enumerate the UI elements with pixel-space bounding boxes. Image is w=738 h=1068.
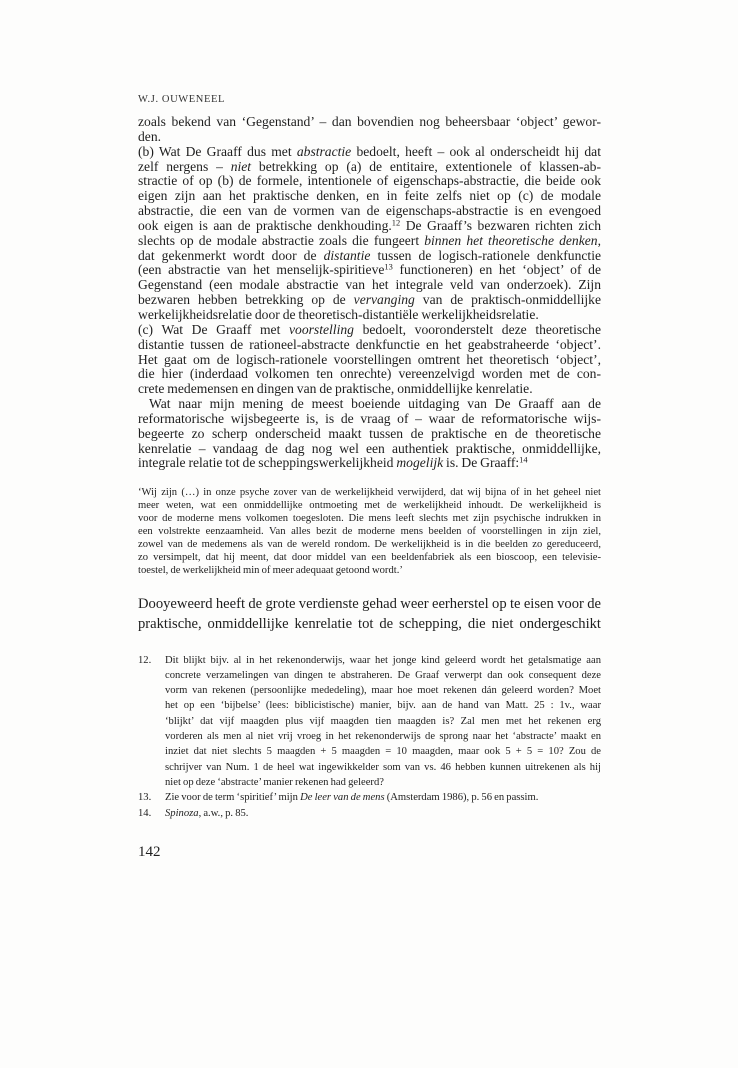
text-line bbox=[165, 760, 601, 775]
text-run: is. De Graaff: bbox=[443, 455, 520, 471]
footnote bbox=[138, 653, 601, 791]
text-run: zelf nergens – bbox=[138, 158, 231, 174]
text-line bbox=[138, 353, 601, 368]
text-line bbox=[138, 382, 601, 397]
text-run: reformatorische wijsbegeerte is, is de vraag of – waar de reformatorische wijs- bbox=[138, 410, 601, 426]
footnote bbox=[138, 790, 601, 805]
text-run: begeerte zo scherp onderscheid maakt tussen de praktische en de theoretische bbox=[138, 425, 601, 441]
text-line bbox=[165, 744, 601, 759]
text-run: voor de moderne mens volkomen toegesloten. Die mens leeft slechts met zijn psychische indrukken in bbox=[138, 513, 601, 525]
text-run: eigen zijn aan het praktische denken, en in feite zelfs niet op (c) de modale bbox=[138, 188, 601, 204]
text-run: functioneren) en het ‘object’ of de bbox=[392, 262, 601, 278]
text-run: , a.w., p. 85. bbox=[198, 807, 249, 819]
footnote bbox=[138, 806, 601, 821]
text-run: inziet dat niet slechts 5 maagden + 5 maagden = 10 maagden, maar ook 5 + 5 = 10? Zou de bbox=[165, 746, 601, 758]
page-number: 142 bbox=[138, 843, 161, 860]
text-run: werkelijkheidsrelatie door de theoretisch-distantiële werkelijkheidsrelatie. bbox=[138, 306, 539, 322]
text-line bbox=[138, 115, 601, 130]
text-run: Wat naar mijn mening de meest boeiende uitdaging van De Graaff aan de bbox=[149, 396, 601, 412]
text-run: Dooyeweerd heeft de grote verdienste gehad weer eerherstel op te eisen voor de bbox=[138, 595, 601, 612]
text-run: die hier (inderdaad volkomen ten onrechte) vereenzelvigd worden met de con- bbox=[138, 366, 601, 382]
italic-text: binnen het theoretische denken bbox=[424, 232, 598, 248]
text-line bbox=[138, 204, 601, 219]
text-run: zo versimpelt, dat hij meent, dat door middel van een beeldenfabriek als een bioscoop, een televisie- bbox=[138, 551, 601, 563]
italic-text: voorstelling bbox=[289, 321, 354, 337]
text-run: praktische, onmiddellijke kenrelatie tot de schepping, die niet ondergeschikt bbox=[138, 616, 601, 633]
italic-text: De leer van de mens bbox=[300, 792, 385, 804]
text-run: meer weten, wat een onmiddellijke ontmoeting met de werkelijkheid inhoudt. De werkelijkheid is bbox=[138, 500, 601, 512]
text-run: abstractie, die een van de vormen van de eigenschaps-abstractie is en evengoed bbox=[138, 203, 601, 219]
italic-text: distantie bbox=[323, 247, 371, 263]
text-line bbox=[138, 308, 601, 323]
text-line bbox=[138, 456, 601, 471]
text-line bbox=[138, 234, 601, 249]
text-line bbox=[138, 323, 601, 338]
text-run: toestel, de werkelijkheid min of meer adequaat getoond wordt.’ bbox=[138, 564, 403, 576]
text-line bbox=[138, 552, 601, 565]
footnote-number: 14. bbox=[138, 807, 152, 819]
text-line bbox=[165, 729, 601, 744]
text-run: vorm van rekenen (persoonlijke mededeling), maar hoe moet rekenen dán geleerd worden? Moet bbox=[165, 685, 601, 697]
text-line bbox=[138, 263, 601, 278]
text-run: (b) Wat De Graaff dus met bbox=[138, 143, 297, 159]
text-line bbox=[138, 614, 601, 635]
text-line bbox=[165, 775, 601, 790]
text-run: bezwaren hebben betrekking op de bbox=[138, 292, 354, 308]
text-line bbox=[138, 367, 601, 382]
text-run: distantie tussen de rationeel-abstracte denkfunctie en het geabstraheerde ‘object’. bbox=[138, 336, 601, 352]
text-line bbox=[165, 698, 601, 713]
text-run: het op een ‘bijbelse’ (lees: biblicistische) manier, bijv. aan de hand van Matt. 25 : 1v., waar bbox=[165, 700, 601, 712]
italic-text: Spinoza bbox=[165, 807, 199, 819]
footnotes bbox=[138, 653, 601, 821]
text-run: vorderen als men al niet vrij vroeg in het rekenonderwijs de sprong naar het ‘abstracte’ maakt en bbox=[165, 731, 601, 743]
text-run: dat gekenmerkt wordt door de bbox=[138, 247, 324, 263]
text-line bbox=[138, 412, 601, 427]
text-run: den. bbox=[138, 128, 162, 144]
text-run: De Graaff’s bezwaren richten zich bbox=[400, 217, 601, 233]
text-line bbox=[138, 189, 601, 204]
text-line bbox=[138, 539, 601, 552]
text-run: (een abstractie van het menselijk-spiritieve bbox=[138, 262, 385, 278]
text-line bbox=[165, 668, 601, 683]
running-head: W.J. OUWENEEL bbox=[138, 94, 226, 105]
footnote-number: 12. bbox=[138, 654, 152, 666]
text-line bbox=[138, 219, 601, 234]
text-line bbox=[138, 160, 601, 175]
text-run: van de praktisch-onmiddellijke bbox=[414, 292, 601, 308]
text-line bbox=[138, 513, 601, 526]
text-line bbox=[138, 427, 601, 442]
text-run: integrale relatie tot de scheppingswerkelijkheid bbox=[138, 455, 397, 471]
text-run: (c) Wat De Graaff met bbox=[138, 321, 290, 337]
body-text-continued bbox=[138, 594, 601, 635]
text-run: tussen de logisch-rationele denkfunctie bbox=[370, 247, 602, 263]
text-run: slechts op de modale abstractie zoals die fungeert bbox=[138, 232, 425, 248]
text-line bbox=[138, 526, 601, 539]
text-line bbox=[138, 338, 601, 353]
footnote-ref: 14 bbox=[519, 454, 528, 465]
text-run: stractie of op (b) de formele, intentionele of eigenschaps-abstractie, die beide ook bbox=[138, 173, 601, 189]
text-line bbox=[138, 278, 601, 293]
footnote-number: 13. bbox=[138, 792, 152, 804]
text-line bbox=[138, 293, 601, 308]
text-run: ‘Wij zijn (…) in onze psyche zover van de werkelijkheid verwijderd, dat wij bijna of in het geheel niet bbox=[138, 487, 601, 499]
text-line bbox=[165, 683, 601, 698]
text-run: schrijver van Num. 1 de heel wat ingewikkelder som van vs. 46 hebben kunnen uitrekenen als hij bbox=[165, 761, 601, 773]
italic-text: mogelijk bbox=[396, 455, 444, 471]
footnote-ref: 12 bbox=[391, 217, 401, 228]
text-run: een volstrekte eenzaamheid. Van alles bezit de moderne mens beelden of voorstellingen in zijn ziel, bbox=[138, 525, 601, 537]
text-line bbox=[138, 174, 601, 189]
footnote-ref: 13 bbox=[384, 261, 393, 272]
text-line bbox=[138, 397, 601, 412]
text-run: Gegenstand (een modale abstractie van het integrale veld van onderzoek). Zijn bbox=[138, 277, 601, 293]
text-run: Zie voor de term ‘spiritief’ mijn bbox=[165, 792, 301, 804]
text-run: bedoelt, vooronderstelt deze theoretische bbox=[353, 321, 601, 337]
text-run: bedoelt, heeft – ook al onderscheidt hij dat bbox=[351, 143, 601, 159]
text-line bbox=[165, 806, 601, 821]
text-run: ‘blijkt’ dat vijf maagden plus vijf maagden tien maagden is? Zal men met het rekenen erg bbox=[165, 715, 601, 727]
text-run: kenrelatie – vandaag de dag nog wel een authentiek praktische, onmiddellijke, bbox=[138, 440, 601, 456]
body-text bbox=[138, 115, 601, 471]
text-line bbox=[138, 500, 601, 513]
text-line bbox=[165, 653, 601, 668]
italic-text: vervanging bbox=[353, 292, 415, 308]
text-line bbox=[138, 594, 601, 615]
text-run: crete medemensen en dingen van de praktische, onmiddellijke kenrelatie. bbox=[138, 381, 533, 397]
text-line bbox=[138, 487, 601, 500]
text-run: (Amsterdam 1986), p. 56 en passim. bbox=[384, 792, 539, 804]
text-run: zoals bekend van ‘Gegenstand’ – dan bovendien nog beheersbaar ‘object’ gewor- bbox=[138, 114, 601, 129]
italic-text: abstractie bbox=[296, 143, 352, 159]
text-run: , bbox=[597, 232, 601, 248]
text-run: concrete verzamelingen van dingen te abstraheren. De Graaf verwerpt dan ook consequent deze bbox=[165, 669, 601, 681]
text-line bbox=[165, 790, 601, 805]
text-line bbox=[165, 714, 601, 729]
text-run: Dit blijkt bijv. al in het rekenonderwijs, waar het jonge kind geleerd wordt het getalsmatige aan bbox=[165, 654, 601, 666]
italic-text: niet bbox=[230, 158, 252, 174]
text-run: ook eigen is aan de praktische denkhouding. bbox=[138, 217, 392, 233]
text-run: niet op deze ‘abstracte’ manier rekenen had geleerd? bbox=[165, 776, 384, 788]
text-line bbox=[138, 565, 601, 578]
text-line bbox=[138, 130, 601, 145]
text-run: Het gaat om de logisch-rationele voorstellingen omtrent het theoretisch ‘object’, bbox=[138, 351, 601, 367]
text-line bbox=[138, 145, 601, 160]
text-run: zowel van de medemens als van de wereld rondom. De werkelijkheid is in die beelden zo gereduceerd, bbox=[138, 538, 601, 550]
text-run: betrekking op (a) de entitaire, extentionele of klassen-ab- bbox=[251, 158, 601, 174]
block-quote bbox=[138, 487, 601, 577]
